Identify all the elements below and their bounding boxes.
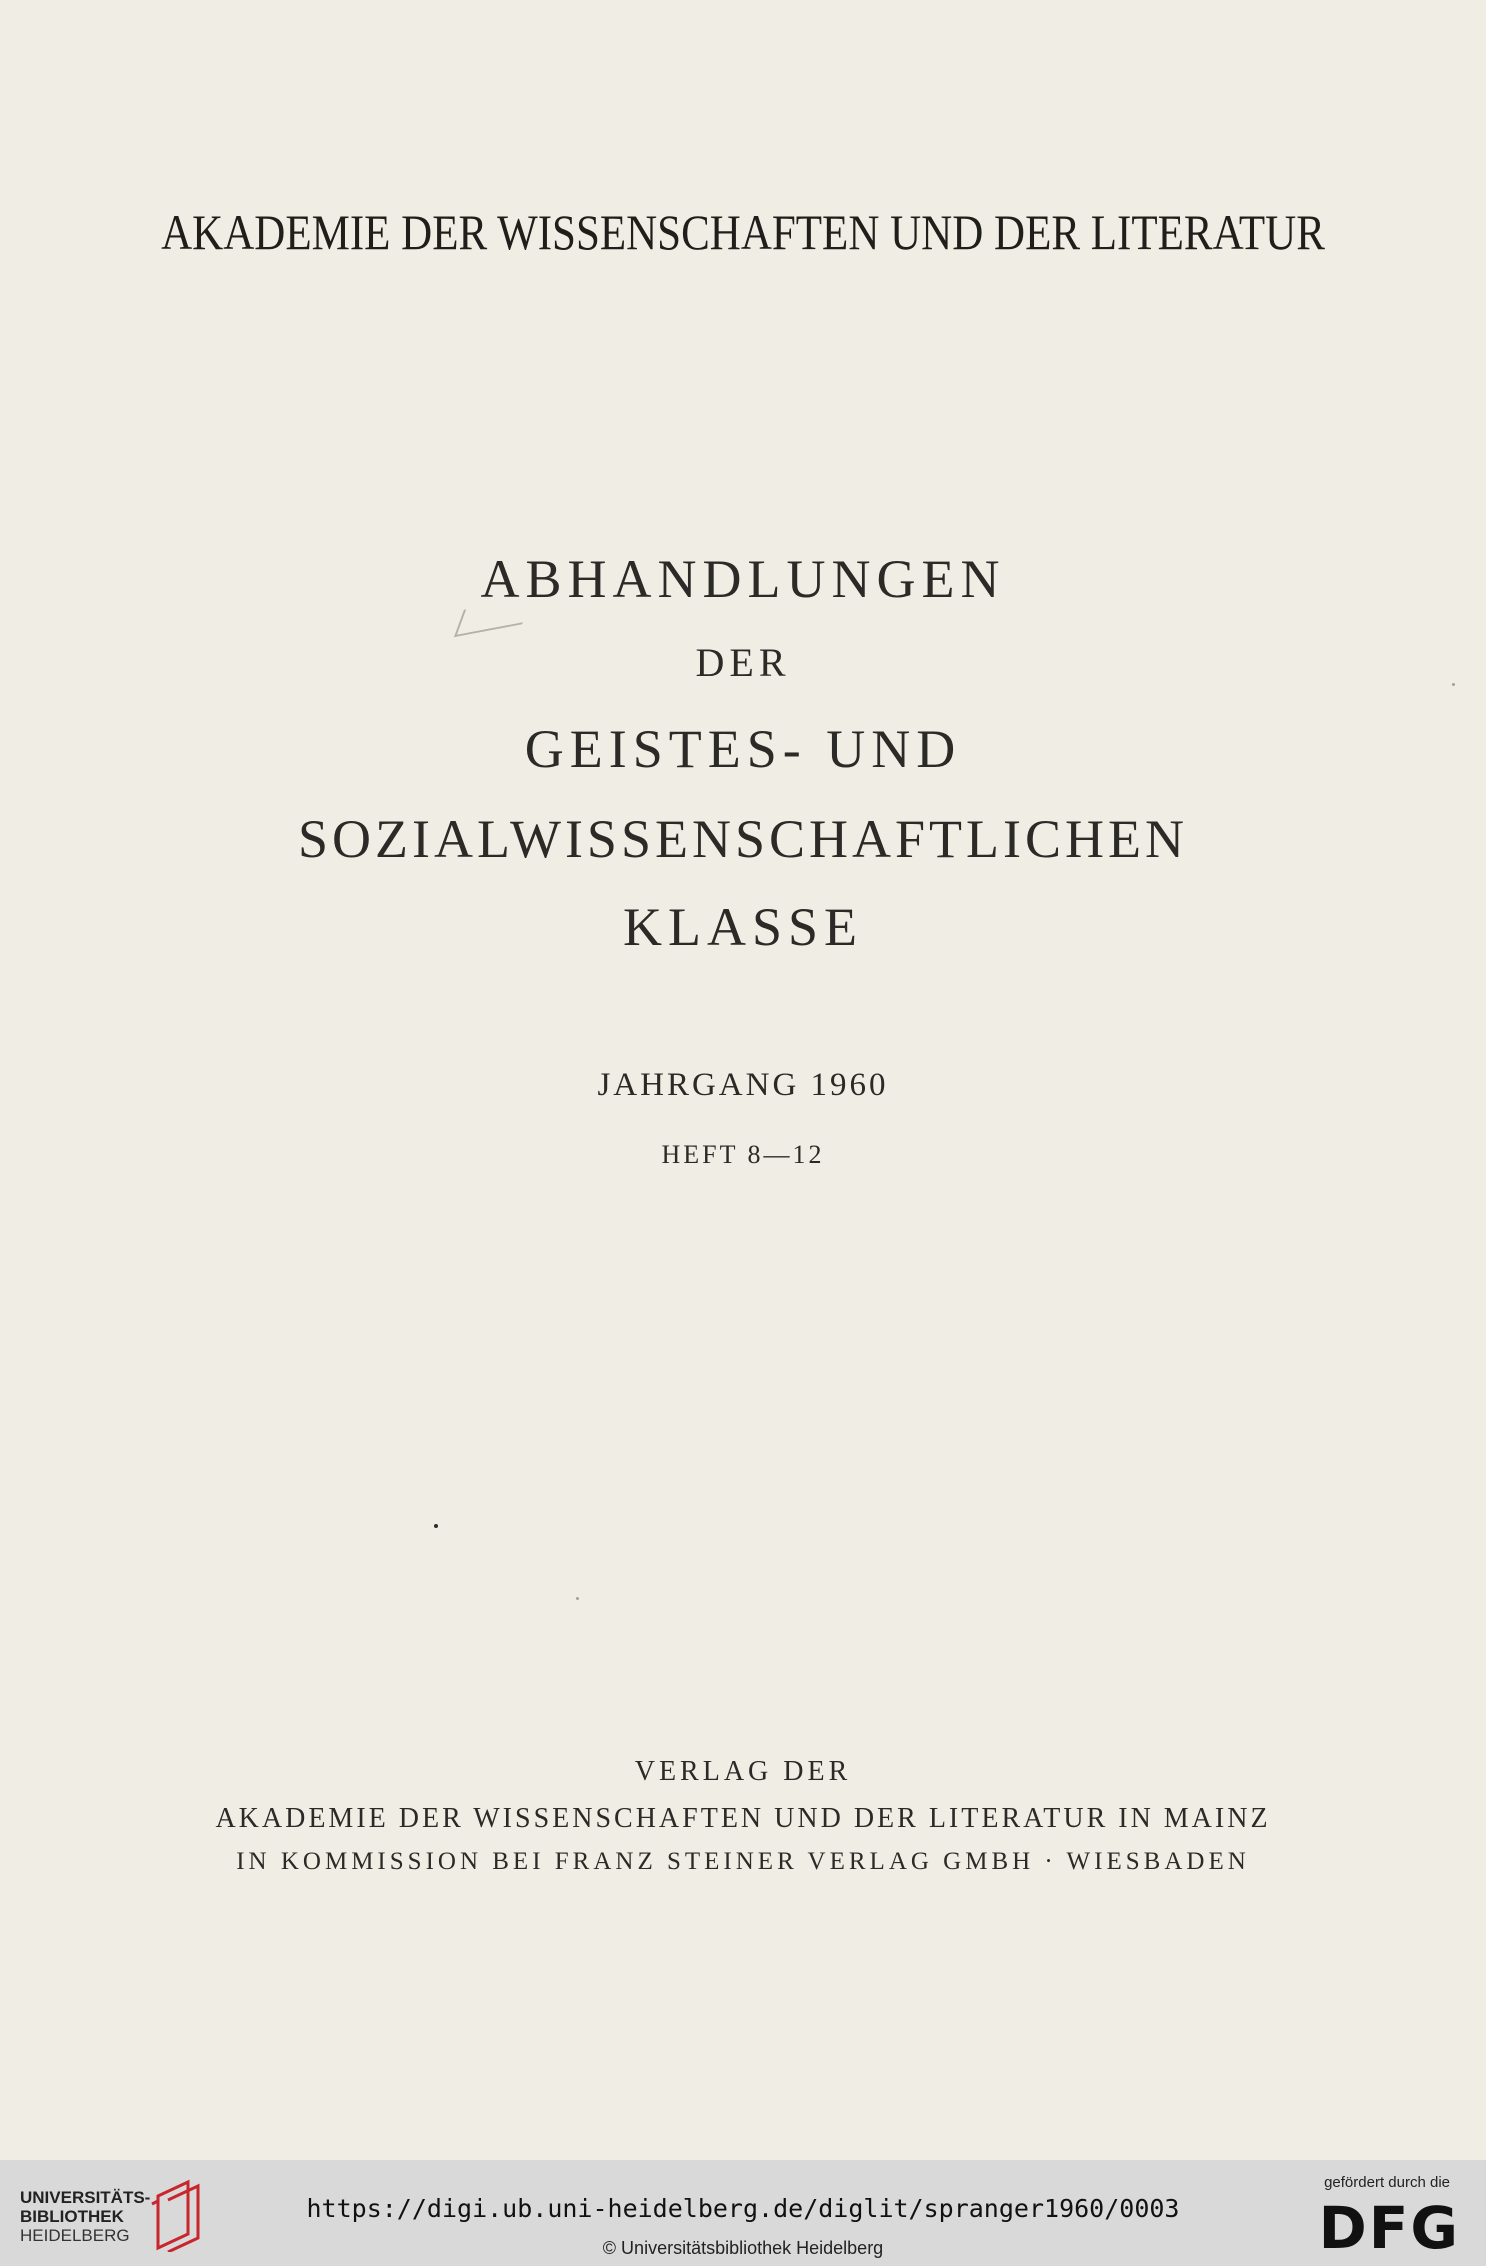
copyright-notice: © Universitätsbibliothek Heidelberg [602,2238,884,2258]
ink-speck [576,1597,579,1600]
ink-speck [434,1524,438,1528]
series-title-line-5: KLASSE [622,897,864,957]
ink-speck [1452,683,1455,686]
academy-header: AKADEMIE DER WISSENSCHAFTEN UND DER LITERATUR [161,204,1325,260]
publisher-line-3: IN KOMMISSION BEI FRANZ STEINER VERLAG GMBH · WIESBADEN [236,1848,1250,1875]
series-title-line-2: DER [695,640,791,685]
library-name-line-2: BIBLIOTHEK [20,2207,124,2226]
library-name-line-1: UNIVERSITÄTS- [20,2188,151,2207]
issue-range: HEFT 8—12 [661,1140,825,1169]
funding-caption: gefördert durch die [1324,2174,1450,2191]
library-name-line-3: HEIDELBERG [20,2226,130,2245]
publisher-line-1: VERLAG DER [634,1756,852,1787]
series-title-line-3: GEISTES- UND [524,719,962,779]
publisher-line-2: AKADEMIE DER WISSENSCHAFTEN UND DER LITERATUR IN MAINZ [215,1803,1271,1834]
volume-year: JAHRGANG 1960 [597,1067,889,1103]
dfg-logo: DFG [1318,2194,1460,2262]
digitization-footer [0,2160,1486,2266]
series-title-line-4: SOZIALWISSENSCHAFTLICHEN [298,809,1188,869]
permalink-url[interactable]: https://digi.ub.uni-heidelberg.de/diglit/spranger1960/0003 [306,2194,1180,2223]
series-title-line-1: ABHANDLUNGEN [480,549,1006,609]
